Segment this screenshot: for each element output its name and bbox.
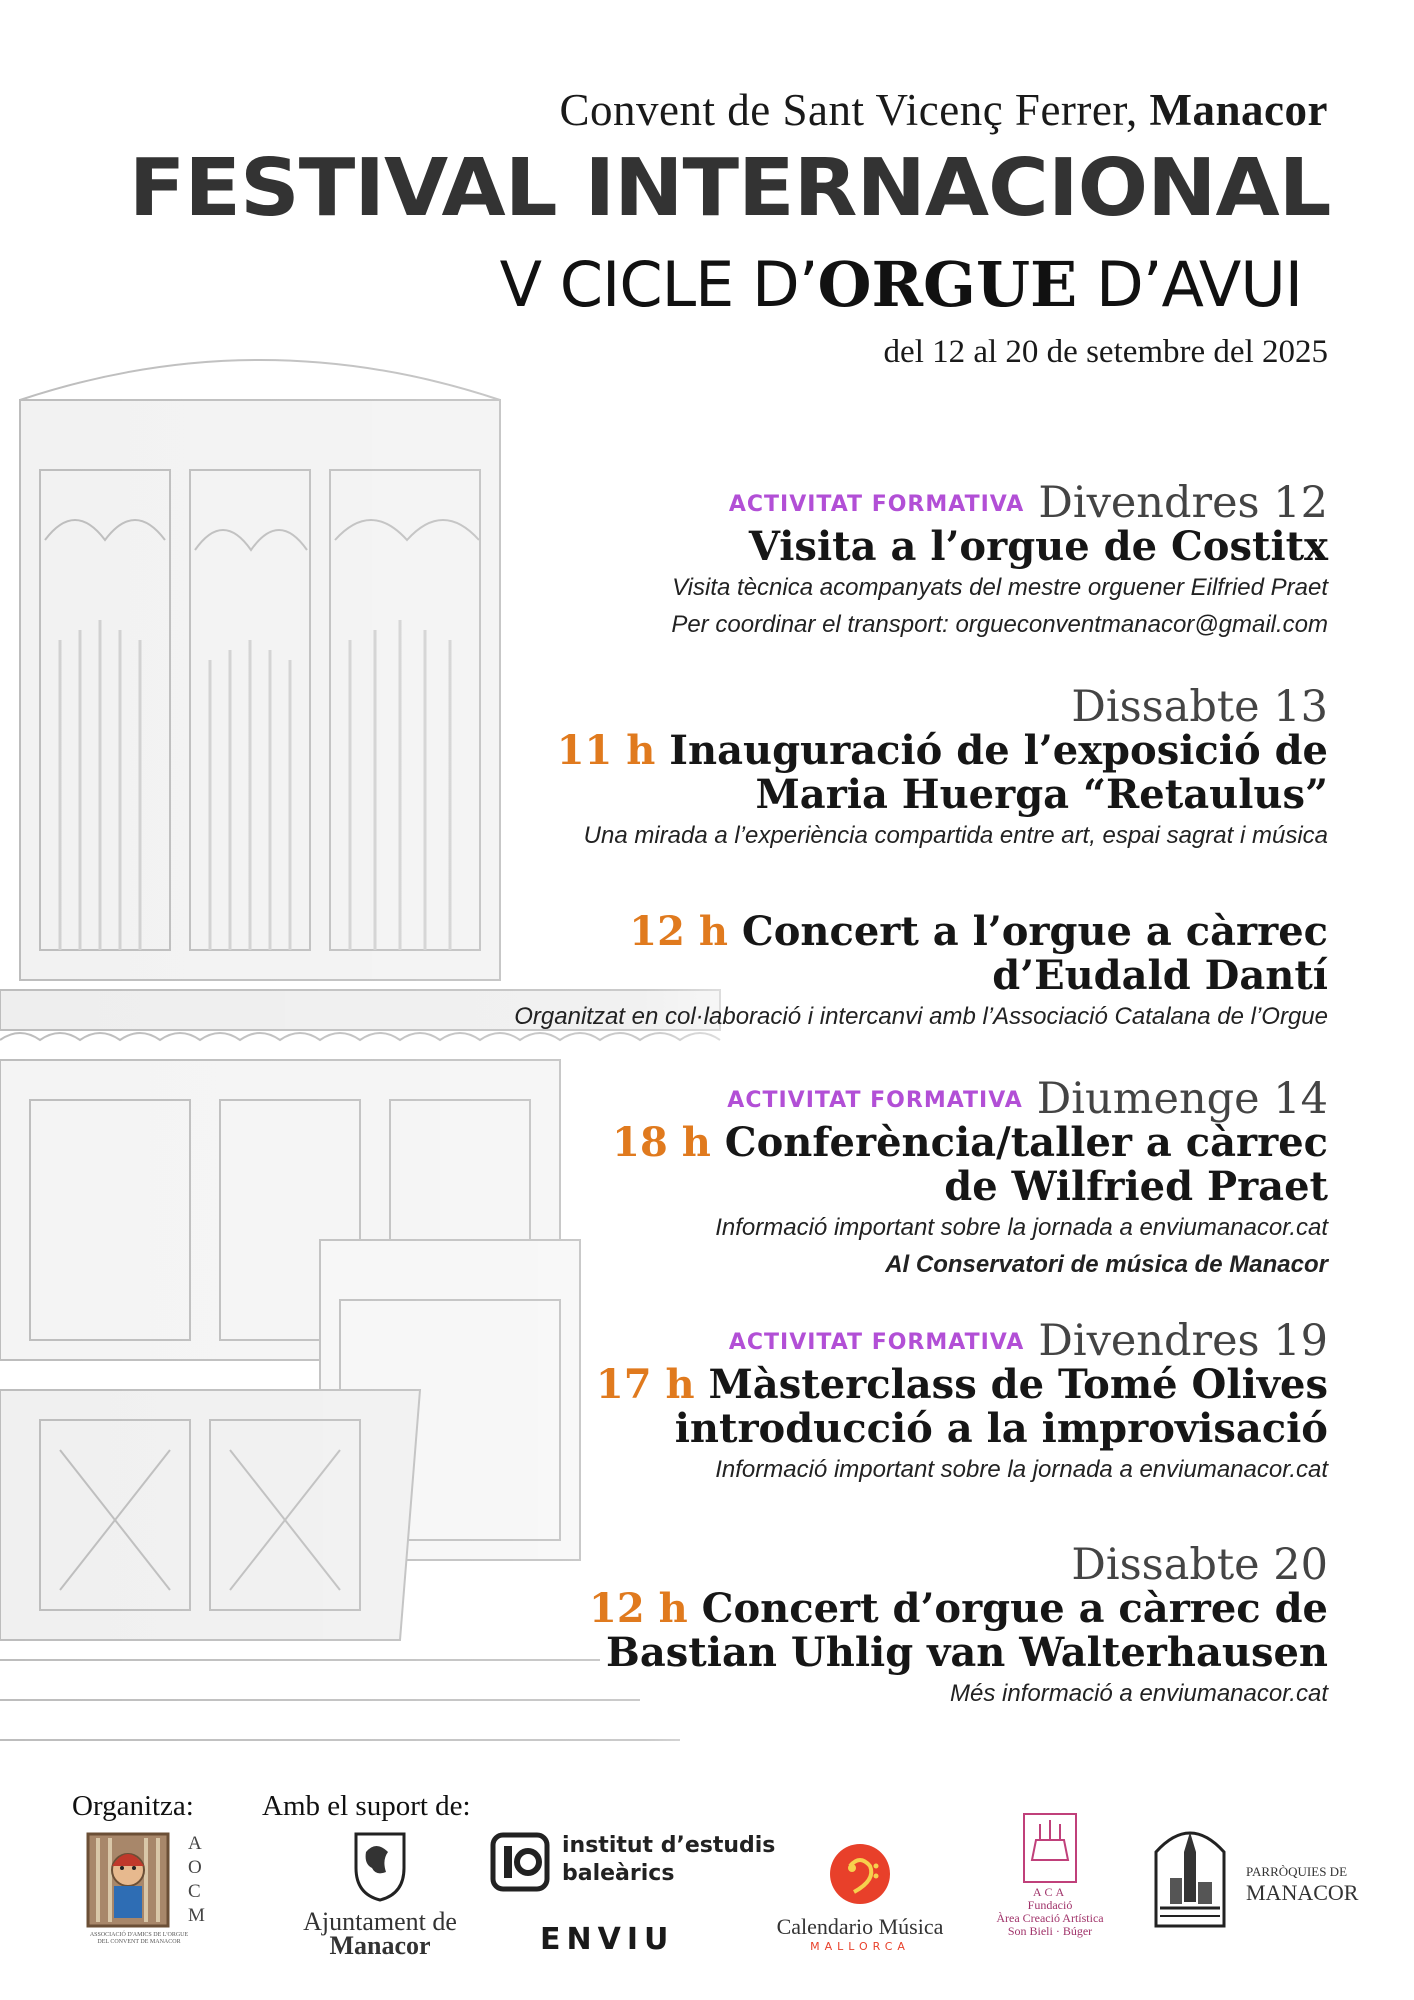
venue-prefix: Convent de Sant Vicenç Ferrer,: [559, 85, 1150, 135]
aca-top: ACA: [1032, 1885, 1068, 1899]
event-description: Informació important sobre la jornada a enviumanacor.cat: [715, 1456, 1328, 1483]
calendario-logo: [760, 1842, 960, 1953]
event-1: [208, 478, 1328, 643]
coat-of-arms-icon: [350, 1828, 410, 1904]
venue-line: [560, 84, 1328, 136]
event-head: [208, 1540, 1328, 1590]
event-2: [208, 682, 1328, 854]
event-day: Dissabte 13: [1071, 682, 1328, 732]
aocm-letter: M: [188, 1905, 205, 1926]
parroquies-line2: MANACOR: [1246, 1880, 1359, 1905]
activity-tag: ACTIVITAT FORMATIVA: [727, 1088, 1023, 1113]
cycle-title: [500, 248, 1302, 321]
event-title-line: Conferència/taller a càrrec: [724, 1119, 1328, 1166]
event-description: Per coordinar el transport: orgueconventmanacor@gmail.com: [671, 611, 1328, 639]
ieb-mark-icon: [490, 1832, 550, 1892]
event-time: 18 h: [612, 1119, 711, 1166]
cycle-prefix: V CICLE D’: [499, 248, 818, 321]
festival-dates: del 12 al 20 de setembre del 2025: [883, 334, 1328, 370]
event-3: [208, 910, 1328, 1035]
event-title-line: de Wilfried Praet: [944, 1163, 1328, 1210]
event-time: 17 h: [595, 1361, 695, 1408]
event-title-line: Inauguració de l’exposició de: [669, 727, 1328, 774]
event-description: Visita tècnica acompanyats del mestre orguener Eilfried Praet: [672, 574, 1328, 601]
event-description: Una mirada a l’experiència compartida entre art, espai sagrat i música: [583, 822, 1328, 849]
ajuntament-logo: [290, 1828, 470, 1958]
cycle-suffix: D’AVUI: [1077, 248, 1302, 321]
bass-clef-icon: [828, 1842, 892, 1906]
event-title: [208, 1121, 1328, 1209]
aca-line1: Fundació: [1027, 1898, 1073, 1912]
event-time: 12 h: [589, 1585, 688, 1632]
aca-logo: [990, 1810, 1110, 1938]
event-title-line: Visita a l’orgue de Costitx: [748, 523, 1328, 570]
ajuntament-line2: Manacor: [329, 1931, 431, 1960]
aocm-letter: C: [188, 1881, 201, 1902]
event-venue: Al Conservatori de música de Manacor: [885, 1251, 1328, 1279]
event-title: [208, 525, 1328, 569]
aca-line2: Àrea Creació Artística: [996, 1911, 1104, 1925]
event-title-line: introducció a la improvisació: [674, 1405, 1328, 1452]
event-title-line: Màsterclass de Tomé Olives: [708, 1361, 1328, 1408]
calendario-line1: Calendario Música: [776, 1914, 944, 1939]
event-day: Dissabte 20: [1071, 1540, 1328, 1590]
event-title: [208, 1363, 1328, 1451]
event-description: Organitzat en col·laboració i intercanvi amb l’Associació Catalana de l’Orgue: [514, 1003, 1328, 1030]
aocm-letter: O: [188, 1857, 202, 1878]
event-description: Informació important sobre la jornada a enviumanacor.cat: [715, 1214, 1328, 1241]
aca-emblem-icon: [1020, 1810, 1080, 1886]
event-time: 12 h: [629, 908, 728, 955]
support-label: Amb el suport de:: [262, 1790, 471, 1822]
calendario-line2: MALLORCA: [810, 1940, 910, 1953]
institut-line2: baleàrics: [562, 1861, 675, 1886]
event-6: [208, 1540, 1328, 1712]
event-title-line: d’Eudald Dantí: [992, 952, 1328, 999]
venue-city: Manacor: [1149, 85, 1328, 135]
event-title-line: Concert a l’orgue a càrrec: [741, 908, 1328, 955]
event-head: [208, 478, 1328, 528]
event-time: 11 h: [556, 727, 656, 774]
event-5: [208, 1316, 1328, 1488]
church-tower-icon: [1150, 1822, 1230, 1930]
aocm-letter: A: [188, 1833, 202, 1854]
event-day: Diumenge 14: [1036, 1074, 1328, 1124]
event-head: [208, 1074, 1328, 1124]
event-head: [208, 682, 1328, 732]
event-day: Divendres 12: [1038, 478, 1328, 528]
parroquies-line1: PARRÒQUIES DE: [1246, 1864, 1348, 1879]
event-description: Més informació a enviumanacor.cat: [950, 1680, 1328, 1707]
ajuntament-line1: Ajuntament de: [303, 1907, 457, 1936]
aocm-logo: [86, 1832, 216, 1952]
festival-title: FESTIVAL INTERNACIONAL: [128, 142, 1330, 234]
event-title-line: Bastian Uhlig van Walterhausen: [606, 1629, 1328, 1676]
cycle-bold: ORGUE: [817, 248, 1078, 321]
event-4: [208, 1074, 1328, 1283]
institut-line1: institut d’estudis: [562, 1833, 776, 1858]
aocm-caption: ASSOCIACIÓ D'AMICS DE L'ORGUE DEL CONVENT DE MANACOR: [89, 1932, 189, 1945]
aca-line3: Son Bieli · Búger: [1007, 1924, 1093, 1938]
event-title: [208, 729, 1328, 817]
enviu-logo: ENVIU: [540, 1922, 675, 1957]
event-day: Divendres 19: [1038, 1316, 1328, 1366]
aocm-emblem-icon: [86, 1832, 170, 1928]
organizer-label: Organitza:: [72, 1790, 194, 1822]
event-head: [208, 1316, 1328, 1366]
event-title: [208, 910, 1328, 998]
activity-tag: ACTIVITAT FORMATIVA: [728, 1330, 1025, 1355]
activity-tag: ACTIVITAT FORMATIVA: [728, 492, 1025, 517]
event-title-line: Maria Huerga “Retaulus”: [755, 771, 1328, 818]
event-title: [208, 1587, 1328, 1675]
event-title-line: Concert d’orgue a càrrec de: [701, 1585, 1328, 1632]
